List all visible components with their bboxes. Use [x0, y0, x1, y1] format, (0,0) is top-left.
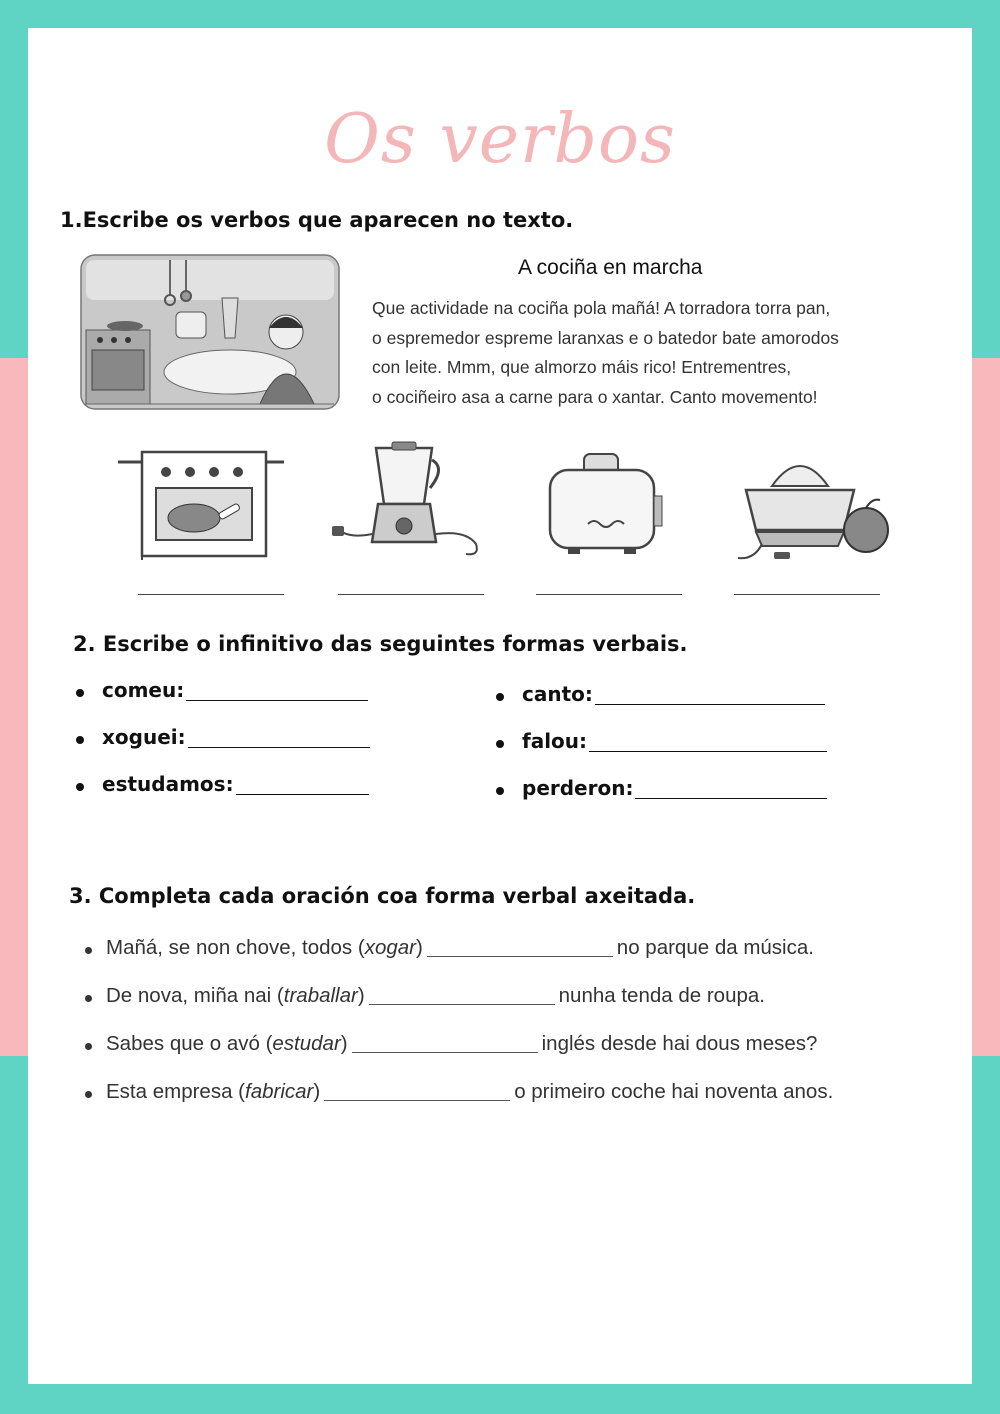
verb-form: perderon:: [522, 776, 634, 800]
oven-icon: [116, 440, 286, 560]
story-line: Que actividade na cociña pola mañá! A torradora torra pan,: [372, 298, 831, 318]
story-line: o espremedor espreme laranxas e o batedor bate amorodos: [372, 327, 839, 348]
story-line: con leite. Mmm, que almorzo máis rico! Entrementres,: [372, 357, 792, 377]
answer-line[interactable]: [734, 594, 880, 595]
list-item: [492, 682, 827, 729]
verb-hint: estudar: [272, 1032, 341, 1055]
answer-line[interactable]: [186, 678, 368, 701]
answer-line[interactable]: [635, 776, 827, 799]
worksheet-page: [28, 28, 972, 1384]
list-item: [492, 729, 827, 776]
sentence-text: ): [313, 1080, 321, 1103]
answer-line[interactable]: [589, 729, 827, 752]
kitchen-scene-icon: [80, 254, 340, 410]
exercise2-right-column: [492, 682, 827, 823]
answer-line[interactable]: [595, 682, 825, 705]
sentence-item: [84, 936, 833, 984]
exercise2-left-column: [72, 678, 370, 819]
answer-line[interactable]: [536, 594, 682, 595]
answer-line[interactable]: [138, 594, 284, 595]
sentence-item: [84, 1080, 833, 1128]
verb-form: xoguei:: [102, 725, 186, 749]
sentence-text: inglés desde hai dous meses?: [541, 1032, 818, 1055]
verb-hint: xogar: [364, 936, 416, 959]
exercise3-sentence-list: [84, 936, 833, 1128]
blender-icon: [328, 440, 498, 560]
answer-line[interactable]: [188, 725, 370, 748]
verb-hint: fabricar: [245, 1080, 314, 1103]
list-item: [72, 725, 370, 772]
sentence-text: Mañá, se non chove, todos (: [106, 936, 365, 959]
list-item: [492, 776, 827, 823]
exercise1-heading: 1.Escribe os verbos que aparecen no texto.: [60, 208, 574, 232]
page-title: Os verbos: [324, 100, 676, 179]
list-item: [72, 772, 370, 819]
answer-line[interactable]: [427, 936, 613, 957]
sentence-text: o primeiro coche hai noventa anos.: [514, 1080, 834, 1103]
sentence-item: [84, 1032, 833, 1080]
story-title: A cociña en marcha: [518, 256, 703, 279]
story-text: [372, 294, 932, 412]
sentence-text: Esta empresa (: [106, 1080, 245, 1103]
answer-line[interactable]: [369, 984, 555, 1005]
sentence-text: nunha tenda de roupa.: [558, 984, 765, 1007]
sentence-text: no parque da música.: [616, 936, 814, 959]
sentence-text: ): [415, 936, 423, 959]
answer-line[interactable]: [352, 1032, 538, 1053]
verb-form: comeu:: [102, 678, 185, 702]
toaster-icon: [528, 440, 698, 560]
sentence-text: ): [340, 1032, 348, 1055]
story-line: o cociñeiro asa a carne para o xantar. Canto movemento!: [372, 386, 818, 407]
verb-form: estudamos:: [102, 772, 234, 796]
answer-line[interactable]: [338, 594, 484, 595]
answer-line[interactable]: [236, 772, 369, 795]
exercise3-heading: 3. Completa cada oración coa forma verbal axeitada.: [69, 884, 696, 908]
juicer-icon: [726, 440, 896, 560]
list-item: [72, 678, 370, 725]
verb-form: falou:: [522, 729, 588, 753]
sentence-text: ): [357, 984, 365, 1007]
verb-form: canto:: [522, 682, 593, 706]
exercise2-heading: 2. Escribe o infinitivo das seguintes formas verbais.: [73, 632, 688, 656]
sentence-text: Sabes que o avó (: [106, 1032, 273, 1055]
sentence-text: De nova, miña nai (: [106, 984, 284, 1007]
verb-hint: traballar: [283, 984, 358, 1007]
sentence-item: [84, 984, 833, 1032]
answer-line[interactable]: [324, 1080, 510, 1101]
